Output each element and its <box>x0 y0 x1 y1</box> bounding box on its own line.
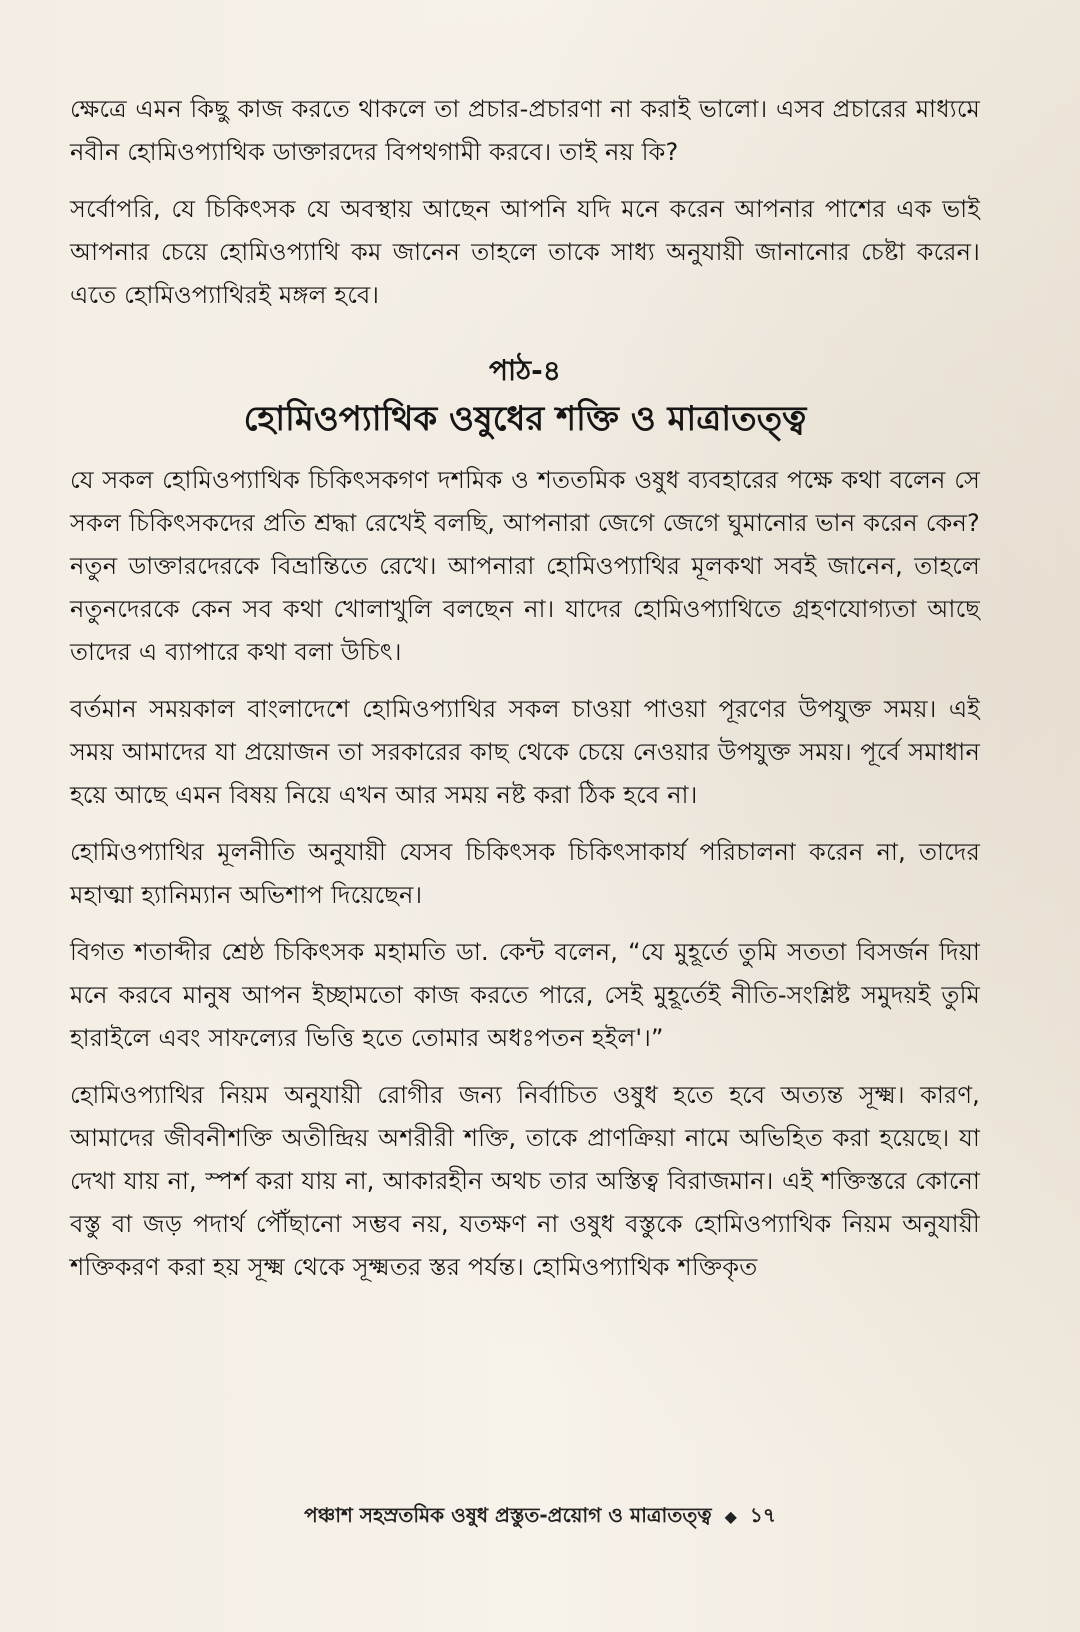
diamond-separator-icon: ◆ <box>724 1507 737 1526</box>
paragraph-body-3: হোমিওপ্যাথির মূলনীতি অনুযায়ী যেসব চিকিৎসক চিকিৎসাকার্য পরিচালনা করেন না, তাদের মহাত্মা হ্যানিম্যান অভিশাপ দিয়েছেন। <box>70 838 980 909</box>
page-content <box>70 88 980 1289</box>
paragraph-body-5: হোমিওপ্যাথির নিয়ম অনুযায়ী রোগীর জন্য নির্বাচিত ওষুধ হতে হবে অত্যন্ত সূক্ষ্ম। কারণ, আমাদের জীবনীশক্তি অতীন্দ্রিয় অশরীরী শক্তি, তাকে প্রাণক্রিয়া নামে অভিহিত করা হয়েছে। যা দেখা যায় না, স্পর্শ করা যায় না, আকারহীন অথচ তার অস্তিত্ব বিরাজমান। এই শক্তিস্তরে কোনো বস্তু বা জড় পদার্থ পৌঁছানো সম্ভব নয়, যতক্ষণ না ওষুধ বস্তুকে হোমিওপ্যাথিক নিয়ম অনুযায়ী শক্তিকরণ করা হয় সূক্ষ্ম থেকে সূক্ষ্মতর স্তর পর্যন্ত। হোমিওপ্যাথিক শক্তিকৃত <box>70 1081 980 1281</box>
chapter-label: পাঠ-৪ <box>489 354 561 387</box>
page-footer <box>0 1500 1080 1532</box>
page-number: ১৭ <box>749 1503 776 1527</box>
paragraph-top-1: ক্ষেত্রে এমন কিছু কাজ করতে থাকলে তা প্রচার-প্রচারণা না করাই ভালো। এসব প্রচারের মাধ্যমে নবীন হোমিওপ্যাথিক ডাক্তারদের বিপথগামী করবে। তাই নয় কি? <box>70 95 980 166</box>
paragraph-top-2: সর্বোপরি, যে চিকিৎসক যে অবস্থায় আছেন আপনি যদি মনে করেন আপনার পাশের এক ভাই আপনার চেয়ে হোমিওপ্যাথি কম জানেন তাহলে তাকে সাধ্য অনুযায়ী জানানোর চেষ্টা করেন। এতে হোমিওপ্যাথিরই মঙ্গল হবে। <box>70 195 980 309</box>
paragraph-body-4: বিগত শতাব্দীর শ্রেষ্ঠ চিকিৎসক মহামতি ডা. কেন্ট বলেন, “যে মুহূর্তে তুমি সততা বিসর্জন দিয়া মনে করবে মানুষ আপন ইচ্ছামতো কাজ করতে পারে, সেই মুহূর্তেই নীতি-সংশ্লিষ্ট সমুদয়ই তুমি হারাইলে এবং সাফল্যের ভিত্তি হতে তোমার অধঃপতন হইল'।” <box>70 938 980 1052</box>
paragraph-body-2: বর্তমান সময়কাল বাংলাদেশে হোমিওপ্যাথির সকল চাওয়া পাওয়া পূরণের উপযুক্ত সময়। এই সময় আমাদের যা প্রয়োজন তা সরকারের কাছ থেকে চেয়ে নেওয়ার উপযুক্ত সময়। পূর্বে সমাধান হয়ে আছে এমন বিষয় নিয়ে এখন আর সময় নষ্ট করা ঠিক হবে না। <box>70 695 980 809</box>
paragraph-body-1: যে সকল হোমিওপ্যাথিক চিকিৎসকগণ দশমিক ও শততমিক ওষুধ ব্যবহারের পক্ষে কথা বলেন সে সকল চিকিৎসকদের প্রতি শ্রদ্ধা রেখেই বলছি, আপনারা জেগে জেগে ঘুমানোর ভান করেন কেন? নতুন ডাক্তারদেরকে বিভ্রান্তিতে রেখে। আপনারা হোমিওপ্যাথির মূলকথা সবই জানেন, তাহলে নতুনদেরকে কেন সব কথা খোলাখুলি বলছেন না। যাদের হোমিওপ্যাথিতে গ্রহণযোগ্যতা আছে তাদের এ ব্যাপারে কথা বলা উচিৎ। <box>70 466 980 666</box>
footer-book-title: পঞ্চাশ সহস্রতমিক ওষুধ প্রস্তুত-প্রয়োগ ও মাত্রাতত্ত্ব <box>304 1503 712 1527</box>
chapter-title: হোমিওপ্যাথিক ওষুধের শক্তি ও মাত্রাতত্ত্ব <box>243 399 807 439</box>
